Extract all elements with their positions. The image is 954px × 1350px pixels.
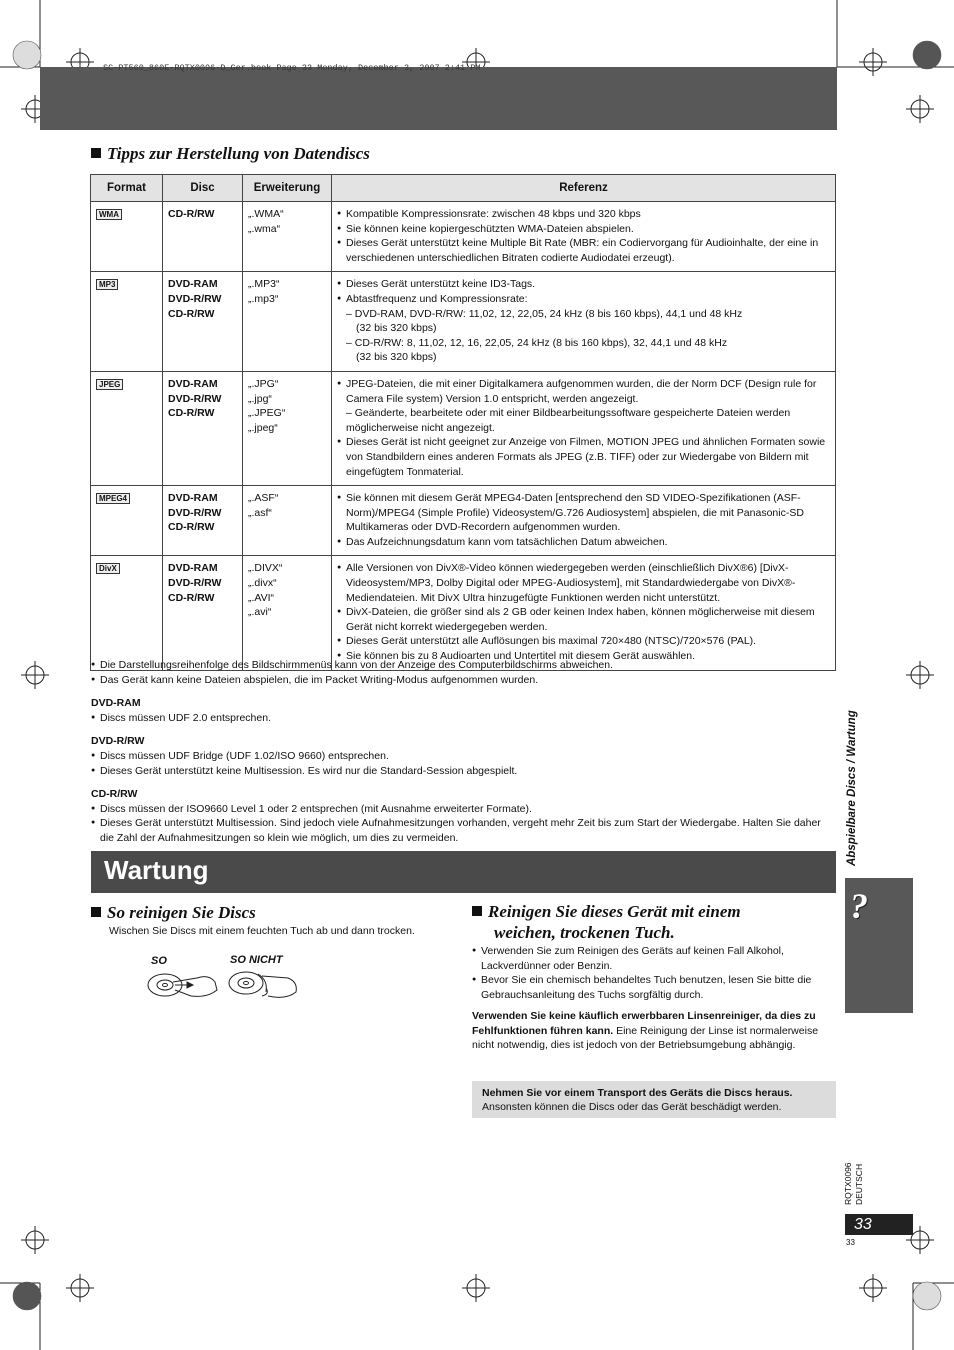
extension-cell <box>243 202 332 272</box>
file-extension: „.DIVX“ <box>248 562 283 575</box>
square-bullet-icon <box>91 907 101 917</box>
file-extension: „.AVI“ <box>248 591 275 604</box>
list-item: – DVD-RAM, DVD-R/RW: 11,02, 12, 22,05, 24 kHz (8 bis 160 kbps), 44,1 und 48 kHz <box>346 307 743 320</box>
format-table <box>90 174 836 671</box>
disc-type: CD-R/RW <box>168 307 215 320</box>
disc-wipe-wrong-illustration <box>226 966 302 1004</box>
side-chapter-label: Abspielbare Discs / Wartung <box>846 710 858 866</box>
list-item: ● Dieses Gerät unterstützt keine Multisession. Es wird nur die Standard-Session abgespielt. <box>91 764 836 779</box>
clean-discs-text: Wischen Sie Discs mit einem feuchten Tuch ab und dann trocken. <box>109 925 415 937</box>
list-item: ● Abtastfrequenz und Kompressionsrate: <box>337 292 830 307</box>
header-extension: Erweiterung <box>243 175 332 202</box>
note-heading: DVD-RAM <box>91 697 141 710</box>
file-extension: „.wma“ <box>248 222 281 235</box>
square-bullet-icon <box>472 906 482 916</box>
disc-type: CD-R/RW <box>168 521 215 534</box>
list-item: ● Bevor Sie ein chemisch behandeltes Tuch benutzen, lesen Sie bitte die Gebrauchsanleitung des Tuchs sorgfältig durch. <box>472 973 836 1002</box>
format-cell <box>91 486 163 556</box>
file-extension: „.asf“ <box>248 506 272 519</box>
list-item: ● Das Gerät kann keine Dateien abspielen, die im Packet Writing-Modus aufgenommen wurden. <box>91 673 836 688</box>
note-list <box>91 802 836 846</box>
list-item: ● Das Aufzeichnungsdatum kann vom tatsächlichen Datum abweichen. <box>337 535 830 550</box>
tips-section-title: Tipps zur Herstellung von Datendiscs <box>91 144 370 164</box>
question-mark-icon: ? <box>850 886 868 926</box>
header-reference: Referenz <box>332 175 836 202</box>
disc-cell <box>163 556 243 670</box>
note-heading: CD-R/RW <box>91 788 138 801</box>
clean-device-title: Reinigen Sie dieses Gerät mit einem weichen, trockenen Tuch. <box>472 901 741 943</box>
square-bullet-icon <box>91 148 101 158</box>
list-item: – Geänderte, bearbeitete oder mit einer Bildbearbeitungssoftware gespeicherte Dateien werden möglicherweise nicht angezeigt. <box>346 407 791 434</box>
disc-cell <box>163 202 243 272</box>
note-list <box>91 749 836 778</box>
extension-cell <box>243 486 332 556</box>
list-item: ● Die Darstellungsreihenfolge des Bildschirmmenüs kann von der Anzeige des Computerbildschirms abweichen. <box>91 658 836 673</box>
format-cell <box>91 371 163 485</box>
notes-block <box>91 658 836 846</box>
format-badge: DivX <box>96 563 120 574</box>
reference-cell <box>332 486 836 556</box>
page-number-small: 33 <box>846 1238 855 1247</box>
file-extension: „.JPG“ <box>248 377 279 390</box>
extension-cell <box>243 272 332 372</box>
page-number: 33 <box>845 1214 913 1235</box>
lens-cleaner-warning: Verwenden Sie keine käuflich erwerbbaren Linsenreiniger, da dies zu Fehlfunktionen führen kann. Eine Reinigung der Linse ist normalerweise nicht notwendig, dies ist jedoch von der Betriebsumgebung abhängig. <box>472 1010 819 1052</box>
document-code: RQTX0096 DEUTSCH <box>843 1162 864 1205</box>
list-item: ● Kompatible Kompressionsrate: zwischen 48 kbps und 320 kbps <box>337 207 830 222</box>
list-item: ● Dieses Gerät unterstützt keine ID3-Tags. <box>337 277 830 292</box>
list-item: ● Alle Versionen von DivX®-Video können wiedergegeben werden (einschließlich DivX®6) [DivX-Videosystem/MP3, Dolby Digital oder MPEG-Audiosystem], mit Standardwiedergabe von DivX®-Mediendateien. Mit DivX Ultra hinzugefügte Funktionen werden nicht unterstützt. <box>337 561 830 605</box>
table-header-row <box>91 175 836 202</box>
reference-cell <box>332 202 836 272</box>
disc-type: CD-R/RW <box>168 591 215 604</box>
disc-type: DVD-RAM <box>168 278 218 291</box>
list-item: ● Discs müssen UDF 2.0 entsprechen. <box>91 711 836 726</box>
file-extension: „.divx“ <box>248 577 277 590</box>
reference-cell <box>332 371 836 485</box>
disc-type: CD-R/RW <box>168 208 215 220</box>
reference-list <box>337 561 830 663</box>
format-badge: MPEG4 <box>96 493 130 504</box>
header-bar <box>40 67 837 130</box>
disc-cell <box>163 371 243 485</box>
disc-cell <box>163 486 243 556</box>
file-extension: „.JPEG“ <box>248 407 286 420</box>
list-item: (32 bis 320 kbps) <box>356 351 437 364</box>
list-item: ● Dieses Gerät ist nicht geeignet zur Anzeige von Filmen, MOTION JPEG und ähnlichen Formaten sowie von Standbildern eines anderen Formats als JPEG (z.B. TIFF) oder zur Wiedergabe von Bildern mit eingefügtem Tonmaterial. <box>337 435 830 479</box>
reference-cell <box>332 272 836 372</box>
header-format: Format <box>91 175 163 202</box>
list-item: ● Dieses Gerät unterstützt Multisession. Sind jedoch viele Aufnahmesitzungen vorhanden, vergeht mehr Zeit bis zum Start der Wiedergabe. Halten Sie daher die Zahl der Aufnahmesitzungen so klein wie möglich, um dies zu vermeiden. <box>91 816 836 845</box>
table-row <box>91 371 836 485</box>
transport-info-box: Nehmen Sie vor einem Transport des Geräts die Discs heraus. Ansonsten können die Discs oder das Gerät beschädigt werden. <box>472 1081 836 1118</box>
table-row <box>91 202 836 272</box>
list-item: ● Verwenden Sie zum Reinigen des Geräts auf keinen Fall Alkohol, Lackverdünner oder Benzin. <box>472 944 836 973</box>
reference-list <box>337 377 830 479</box>
extension-cell <box>243 556 332 670</box>
clean-discs-title: So reinigen Sie Discs <box>91 903 256 923</box>
table-row <box>91 486 836 556</box>
disc-type: DVD-RAM <box>168 377 218 390</box>
format-cell <box>91 556 163 670</box>
print-line: SC-PT560_860E-RQTX0096-D_Ger.book Page 33 Monday, December 3, 2007 2:41 PM <box>103 63 481 73</box>
disc-type: CD-R/RW <box>168 407 215 420</box>
format-badge: JPEG <box>96 379 123 390</box>
list-item: ● Discs müssen UDF Bridge (UDF 1.02/ISO 9660) entsprechen. <box>91 749 836 764</box>
reference-list <box>337 491 830 549</box>
file-extension: „.ASF“ <box>248 492 279 505</box>
list-item: – CD-R/RW: 8, 11,02, 12, 16, 22,05, 24 kHz (8 bis 160 kbps), 32, 44,1 und 48 kHz <box>346 336 728 349</box>
reference-cell <box>332 556 836 670</box>
list-item: (32 bis 320 kbps) <box>356 322 437 335</box>
format-badge: MP3 <box>96 279 118 290</box>
file-extension: „.mp3“ <box>248 292 279 305</box>
file-extension: „.MP3“ <box>248 278 280 291</box>
general-notes <box>91 658 836 687</box>
disc-type: DVD-R/RW <box>168 577 222 590</box>
disc-wipe-correct-illustration <box>145 968 225 1004</box>
list-item: ● Sie können bis zu 8 Audioarten und Untertitel mit diesem Gerät auswählen. <box>337 649 830 664</box>
file-extension: „.avi“ <box>248 606 272 619</box>
header-disc: Disc <box>163 175 243 202</box>
reference-list <box>337 277 830 365</box>
reference-list <box>337 207 830 265</box>
list-item: ● Sie können mit diesem Gerät MPEG4-Daten [entsprechend den SD VIDEO-Spezifikationen (ASF-Norm)/MPEG4 (Simple Profile) Videosystem/G.726 Audiosystem] abspielen, die mit Panasonic-SD Multikameras oder DVD-Recordern aufgenommen wurden. <box>337 491 830 535</box>
label-so: SO <box>151 955 167 967</box>
disc-type: DVD-RAM <box>168 562 218 575</box>
note-heading: DVD-R/RW <box>91 735 145 748</box>
list-item: ● Sie können keine kopiergeschützten WMA-Dateien abspielen. <box>337 222 830 237</box>
extension-cell <box>243 371 332 485</box>
list-item: ● Dieses Gerät unterstützt alle Auflösungen bis maximal 720×480 (NTSC)/720×576 (PAL). <box>337 634 830 649</box>
disc-cell <box>163 272 243 372</box>
file-extension: „.jpg“ <box>248 392 272 405</box>
disc-type: DVD-R/RW <box>168 292 222 305</box>
list-item: ● JPEG-Dateien, die mit einer Digitalkamera aufgenommen wurden, die der Norm DCF (Design rule for Camera File system) Version 1.0 entspricht, werden angezeigt. <box>337 377 830 406</box>
disc-type: DVD-RAM <box>168 492 218 505</box>
list-item: ● Dieses Gerät unterstützt keine Multiple Bit Rate (MBR: ein Codiervorgang für Audioinhalte, der eine in verschiedenen unterschiedlichen Bitraten codierte Audiodatei erzeugt). <box>337 236 830 265</box>
clean-device-bullets <box>472 944 836 1002</box>
table-row <box>91 556 836 670</box>
table-row <box>91 272 836 372</box>
file-extension: „.jpeg“ <box>248 421 278 434</box>
format-badge: WMA <box>96 209 122 220</box>
disc-type: DVD-R/RW <box>168 392 222 405</box>
disc-type: DVD-R/RW <box>168 506 222 519</box>
file-extension: „.WMA“ <box>248 208 284 220</box>
list-item: ● DivX-Dateien, die größer sind als 2 GB oder keinen Index haben, können möglicherweise mit diesem Gerät nicht korrekt wiedergegeben werden. <box>337 605 830 634</box>
note-list <box>91 711 836 726</box>
format-cell <box>91 202 163 272</box>
label-so-nicht: SO NICHT <box>230 954 283 966</box>
list-item: ● Discs müssen der ISO9660 Level 1 oder 2 entsprechen (mit Ausnahme erweiterter Formate). <box>91 802 836 817</box>
format-cell <box>91 272 163 372</box>
wartung-title: Wartung <box>104 855 209 885</box>
